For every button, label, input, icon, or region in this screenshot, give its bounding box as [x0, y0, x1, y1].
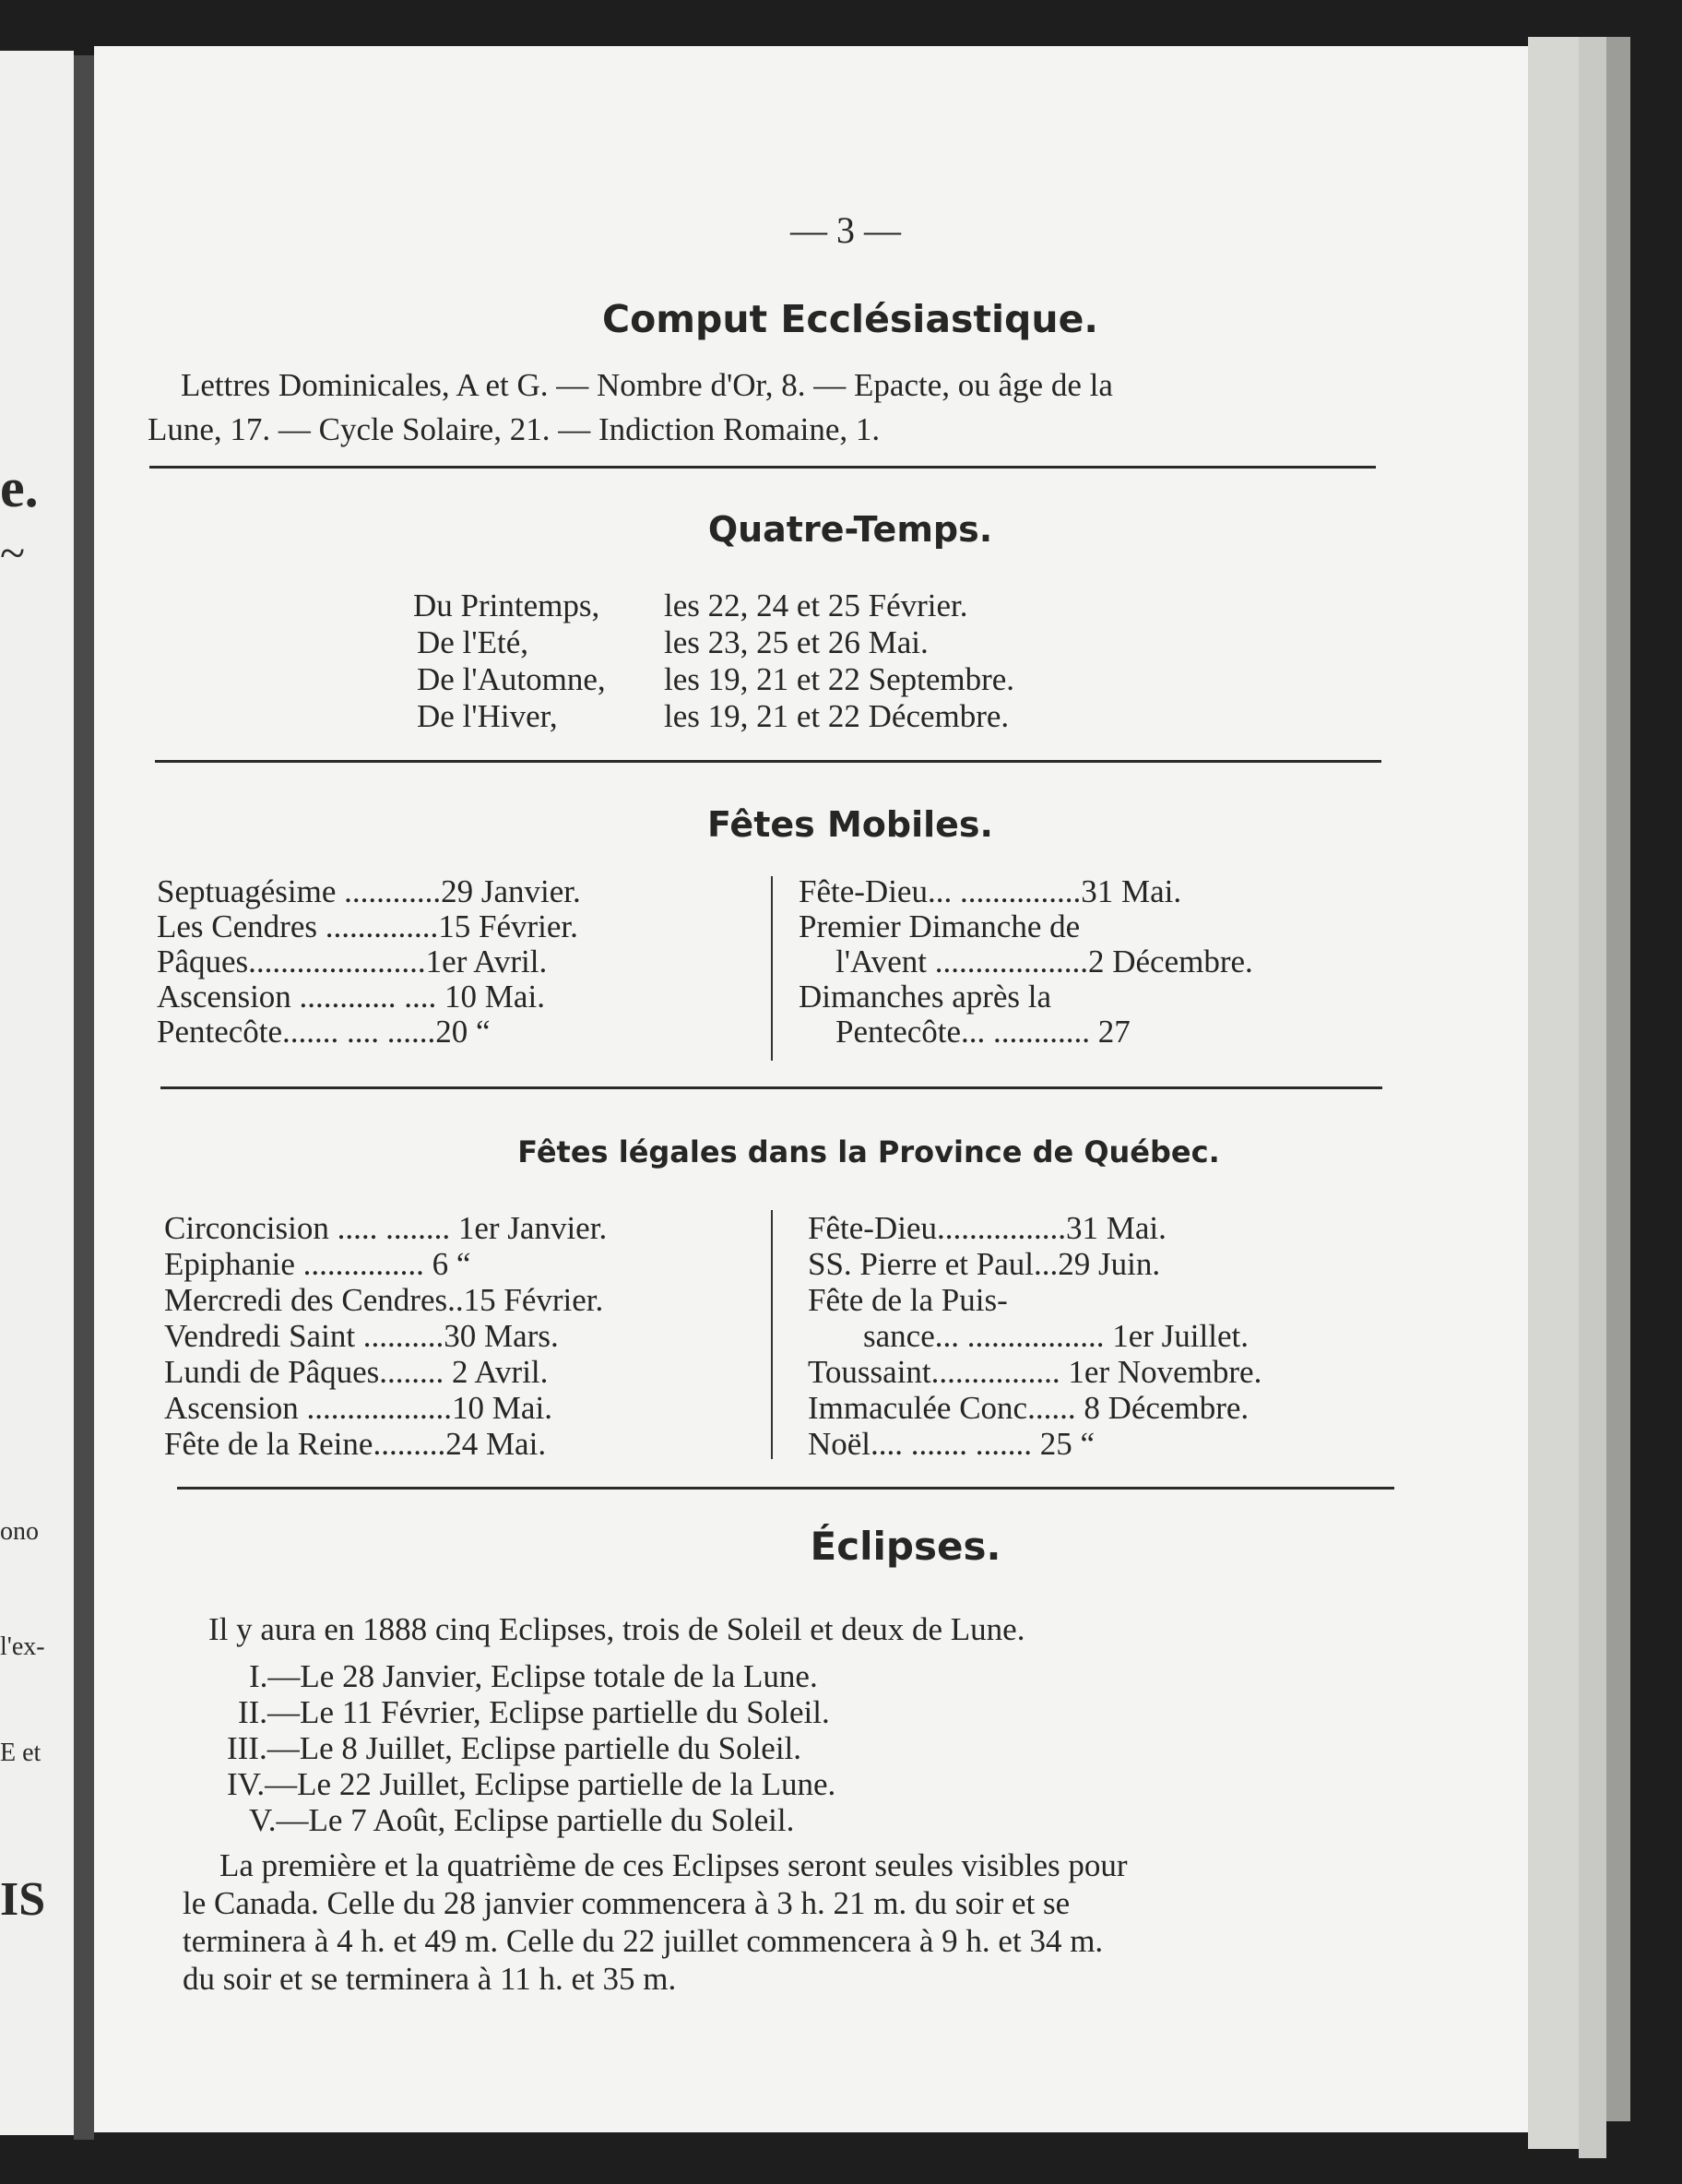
- season-dates: les 19, 21 et 22 Décembre.: [664, 698, 1010, 734]
- season-dates: les 19, 21 et 22 Septembre.: [664, 661, 1015, 697]
- left-fragment: e.: [0, 457, 39, 518]
- section-rule: [155, 760, 1381, 763]
- season-label: De l'Hiver,: [417, 698, 558, 734]
- column-divider: [771, 1210, 773, 1459]
- left-fragment: ono: [0, 1517, 39, 1546]
- legales-right-column: [808, 1210, 1490, 1462]
- legal-holiday-row: Ascension ..................10 Mai.: [164, 1390, 552, 1426]
- season-label: De l'Eté,: [417, 624, 528, 660]
- book-page: [94, 46, 1528, 2132]
- fetes-mobiles-title: Fêtes Mobiles.: [707, 804, 993, 845]
- legal-holiday-row: Vendredi Saint ..........30 Mars.: [164, 1318, 559, 1354]
- season-dates: les 22, 24 et 25 Février.: [664, 588, 968, 623]
- page-edge: [1606, 37, 1630, 2121]
- comput-line: Lune, 17. — Cycle Solaire, 21. — Indiction Romaine, 1.: [148, 411, 881, 447]
- eclipses-paragraph-line: le Canada. Celle du 28 janvier commencera à 3 h. 21 m. du soir et se: [183, 1885, 1071, 1921]
- fetes-legales-title: Fêtes légales dans la Province de Québec.: [517, 1134, 1220, 1169]
- mobiles-right-column: [799, 874, 1481, 1050]
- eclipse-item: II.—Le 11 Février, Eclipse partielle du Soleil.: [238, 1694, 830, 1730]
- mobile-feast-row: Septuagésime ............29 Janvier.: [157, 873, 581, 909]
- section-rule: [149, 466, 1376, 469]
- left-fragment: l'ex-: [0, 1632, 45, 1661]
- legal-holiday-row: Immaculée Conc...... 8 Décembre.: [808, 1390, 1250, 1426]
- mobile-feast-row: Pentecôte....... .... ......20 “: [157, 1014, 491, 1050]
- page-number: — 3 —: [790, 209, 901, 251]
- eclipses-paragraph: [183, 1846, 1510, 1998]
- legal-holiday-row: Fête de la Puis-: [808, 1282, 1008, 1318]
- mobile-feast-row: Pâques......................1er Avril.: [157, 944, 548, 979]
- legal-holiday-row: SS. Pierre et Paul...29 Juin.: [808, 1246, 1161, 1282]
- eclipse-item: IV.—Le 22 Juillet, Eclipse partielle de la Lune.: [227, 1766, 836, 1802]
- left-facing-page: [0, 51, 74, 2135]
- left-fragment: IS: [0, 1873, 46, 1926]
- eclipse-item: III.—Le 8 Juillet, Eclipse partielle du Soleil.: [227, 1730, 802, 1766]
- season-dates: les 23, 25 et 26 Mai.: [664, 624, 929, 660]
- mobile-feast-row: Pentecôte... ............ 27: [835, 1014, 1131, 1050]
- eclipse-item: V.—Le 7 Août, Eclipse partielle du Soleil.: [249, 1802, 795, 1838]
- column-divider: [771, 876, 773, 1061]
- quatre-temps-title: Quatre-Temps.: [707, 509, 993, 550]
- page-edge: [1579, 37, 1606, 2158]
- mobile-feast-row: Fête-Dieu... ...............31 Mai.: [799, 873, 1182, 909]
- mobiles-left-column: [157, 874, 839, 1050]
- mobile-feast-row: Les Cendres ..............15 Février.: [157, 908, 578, 944]
- eclipses-title: Éclipses.: [810, 1524, 1001, 1569]
- comput-line: Lettres Dominicales, A et G. — Nombre d'Or, 8. — Epacte, ou âge de la: [181, 367, 1113, 403]
- legal-holiday-row: Fête de la Reine.........24 Mai.: [164, 1426, 547, 1462]
- season-label: Du Printemps,: [413, 588, 600, 623]
- page-gutter: [74, 55, 94, 2140]
- eclipse-list: [223, 1658, 835, 1838]
- section-rule: [160, 1086, 1382, 1089]
- left-fragment: E et: [0, 1739, 41, 1767]
- comput-title: Comput Ecclésiastique.: [602, 297, 1098, 341]
- legal-holiday-row: Fête-Dieu................31 Mai.: [808, 1210, 1167, 1246]
- legal-holiday-row: Epiphanie ............... 6 “: [164, 1246, 471, 1282]
- legal-holiday-row: Lundi de Pâques........ 2 Avril.: [164, 1354, 549, 1390]
- legal-holiday-row: sance... ................. 1er Juillet.: [863, 1318, 1249, 1354]
- mobile-feast-row: Dimanches après la: [799, 979, 1052, 1015]
- left-fragment: ~: [0, 527, 26, 578]
- legales-left-column: [164, 1210, 847, 1462]
- legal-holiday-row: Mercredi des Cendres..15 Février.: [164, 1282, 604, 1318]
- page-edge: [1528, 37, 1579, 2149]
- mobile-feast-row: l'Avent ...................2 Décembre.: [835, 944, 1253, 979]
- legal-holiday-row: Circoncision ..... ........ 1er Janvier.: [164, 1210, 608, 1246]
- eclipses-paragraph-line: La première et la quatrième de ces Eclipses seront seules visibles pour: [219, 1847, 1128, 1883]
- eclipse-item: I.—Le 28 Janvier, Eclipse totale de la Lune.: [249, 1658, 818, 1694]
- eclipses-paragraph-line: du soir et se terminera à 11 h. et 35 m.: [183, 1961, 677, 1997]
- mobile-feast-row: Premier Dimanche de: [799, 908, 1081, 944]
- legal-holiday-row: Toussaint................ 1er Novembre.: [808, 1354, 1262, 1390]
- mobile-feast-row: Ascension ............ .... 10 Mai.: [157, 979, 545, 1015]
- season-label: De l'Automne,: [417, 661, 606, 697]
- eclipses-intro: Il y aura en 1888 cinq Eclipses, trois de Soleil et deux de Lune.: [208, 1611, 1025, 1647]
- section-rule: [177, 1487, 1394, 1490]
- legal-holiday-row: Noël.... ....... ....... 25 “: [808, 1426, 1096, 1462]
- eclipses-paragraph-line: terminera à 4 h. et 49 m. Celle du 22 juillet commencera à 9 h. et 34 m.: [183, 1923, 1104, 1959]
